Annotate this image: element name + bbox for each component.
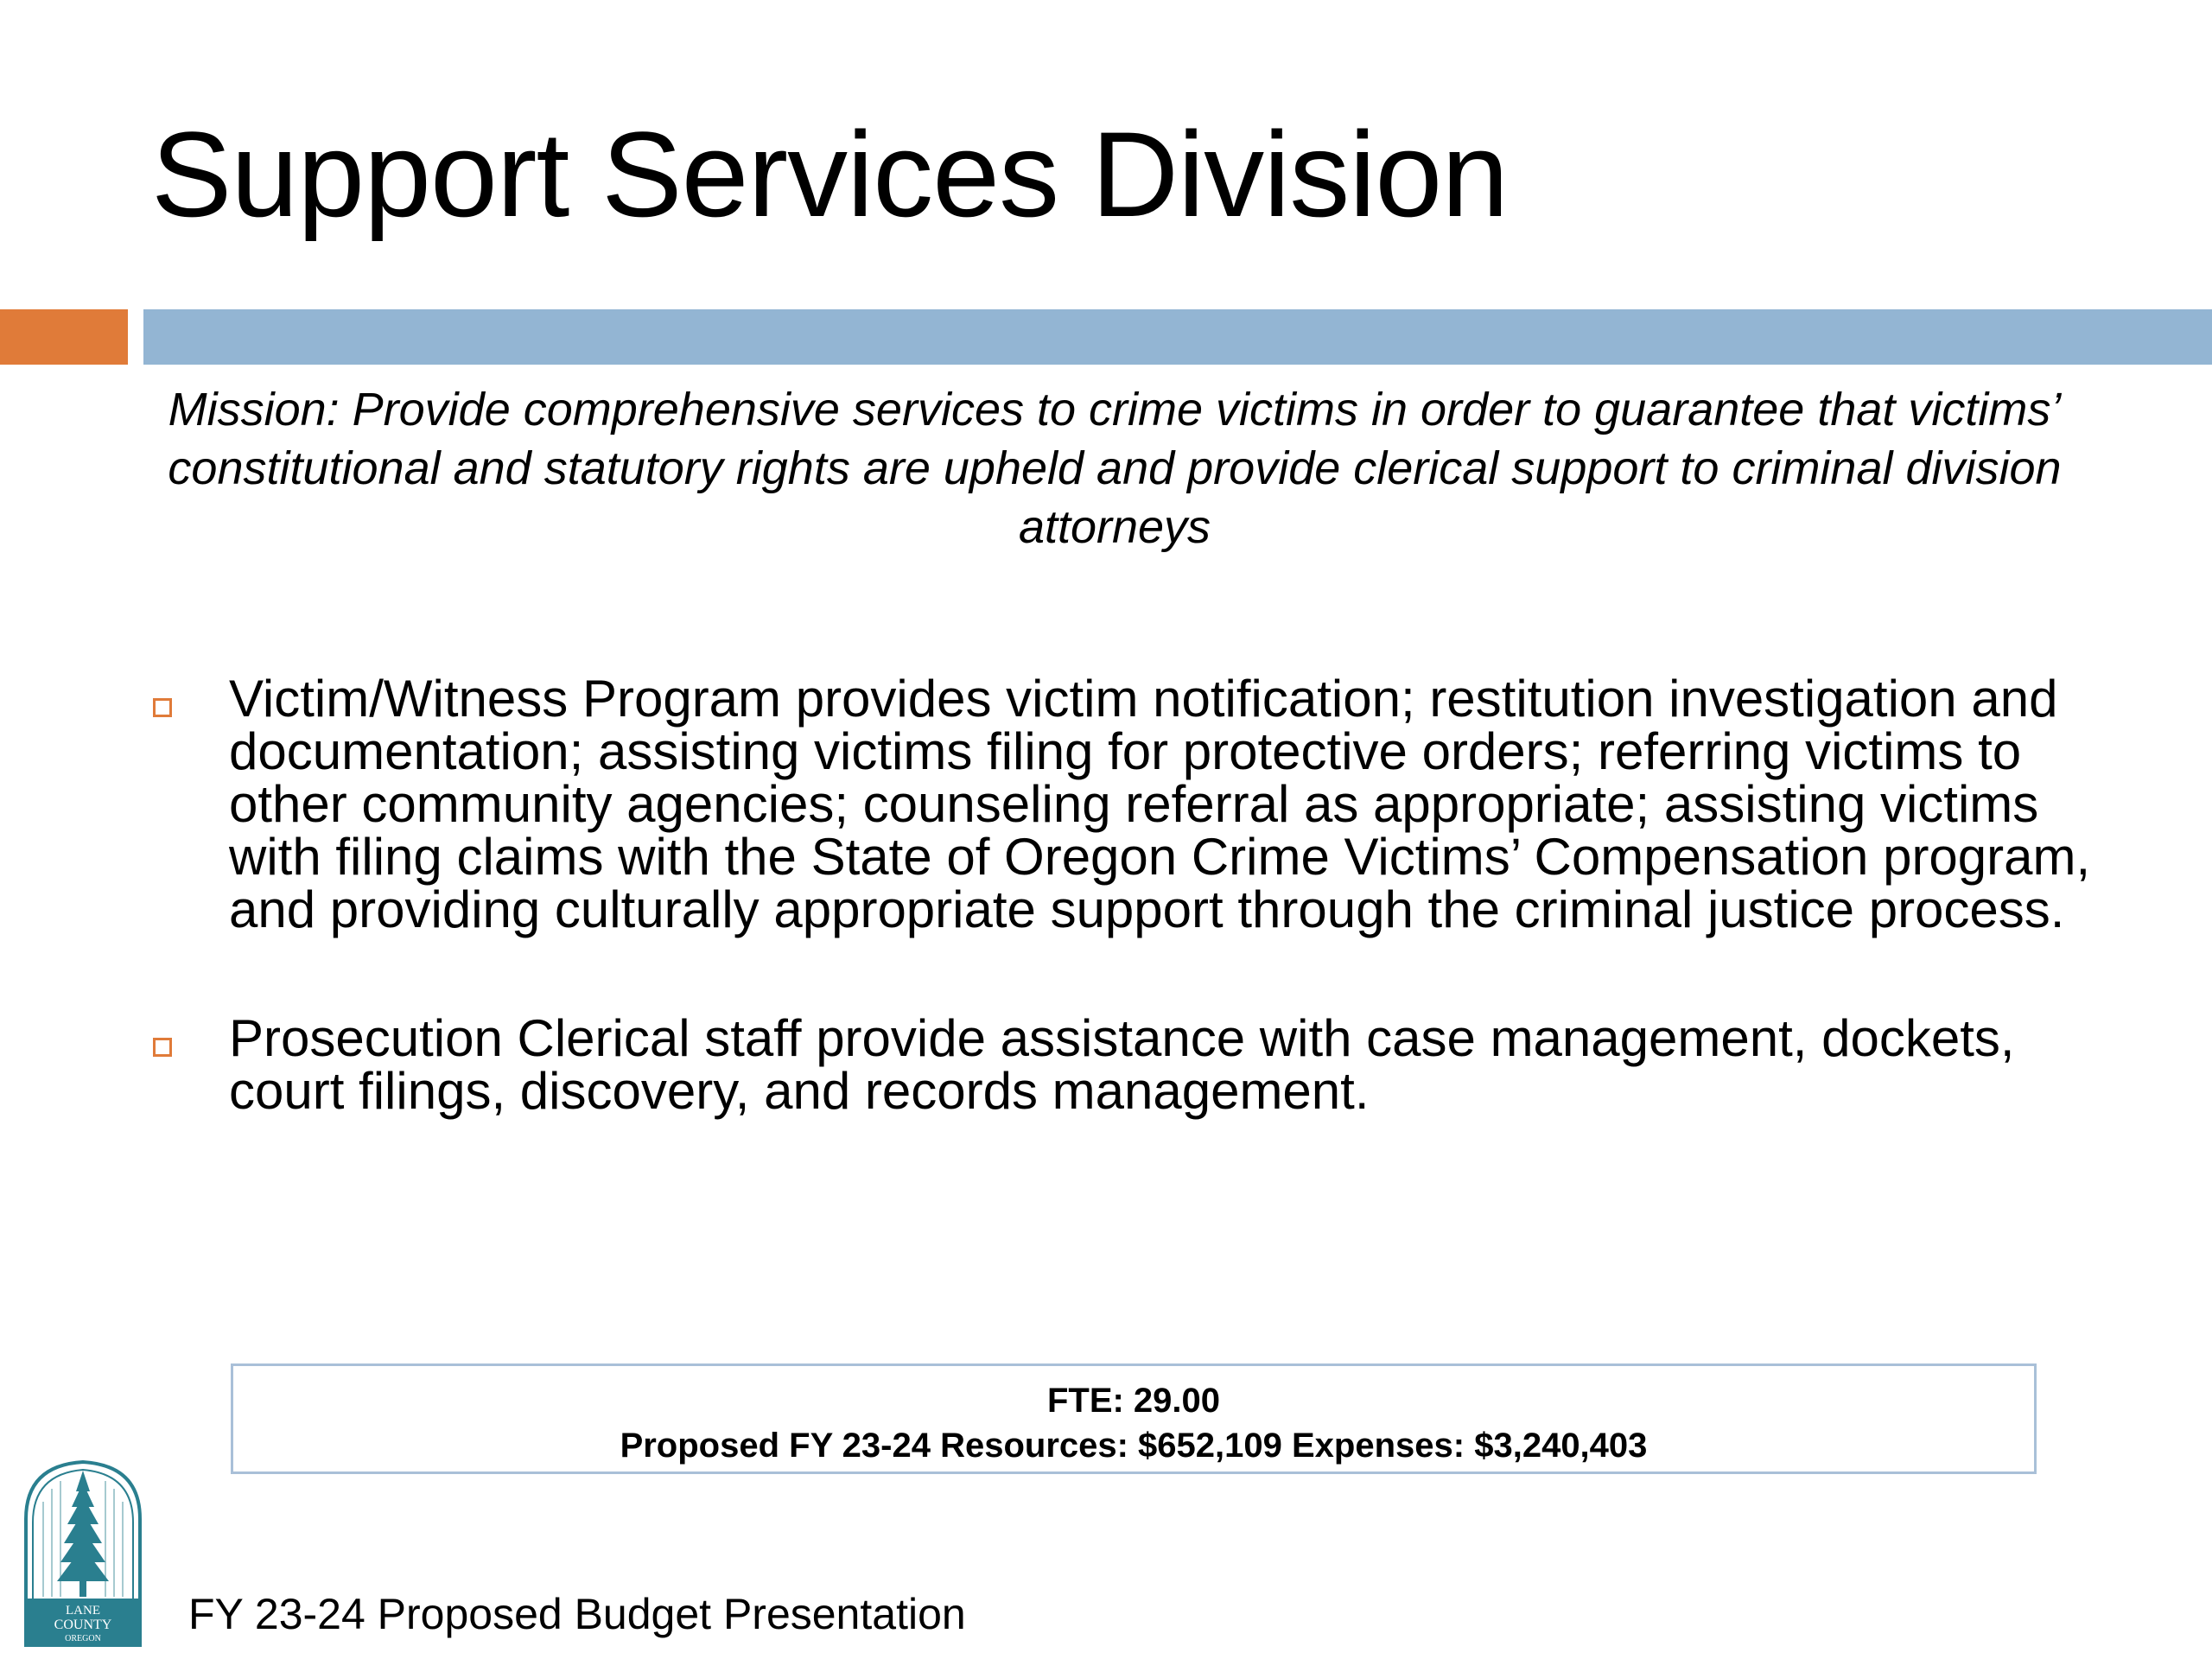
accent-bar	[0, 309, 128, 365]
bullet-text: Prosecution Clerical staff provide assistance with case management, dockets, court filings, discovery, and records management.	[229, 1009, 2015, 1120]
logo-line-county: COUNTY	[54, 1618, 112, 1632]
bullet-victim-witness	[151, 672, 2121, 936]
bullet-list	[151, 672, 2121, 1193]
lane-county-tree-logo	[22, 1459, 143, 1647]
title-underline-bar	[143, 309, 2212, 365]
slide-title: Support Services Division	[151, 106, 1509, 242]
square-bullet-icon	[153, 1038, 172, 1057]
budget-values: Proposed FY 23-24 Resources: $652,109 Expenses: $3,240,403	[620, 1427, 1648, 1465]
bullet-text: Victim/Witness Program provides victim notification; restitution investigation and documentation; assisting victims filing for protective orders; referring victims to other community agencies; counseling referral as appropriate; assisting victims with filing claims with the State of Oregon Crime Victims’ Compensation program, and providing culturally appropriate support through the criminal justice process.	[229, 670, 2091, 938]
mission-statement: Mission: Provide comprehensive services to crime victims in order to guarantee that victims’ constitutional and statutory rights are upheld and provide clerical support to criminal division attorneys	[168, 384, 2062, 553]
fte-value: FTE: 29.00	[1046, 1382, 1221, 1420]
budget-summary-box	[231, 1363, 2037, 1474]
logo-line-oregon: OREGON	[65, 1634, 101, 1643]
footer-text: FY 23-24 Proposed Budget Presentation	[188, 1590, 966, 1638]
square-bullet-icon	[153, 698, 172, 717]
bullet-prosecution-clerical	[151, 1009, 2121, 1120]
logo-line-lane: LANE	[66, 1604, 100, 1618]
